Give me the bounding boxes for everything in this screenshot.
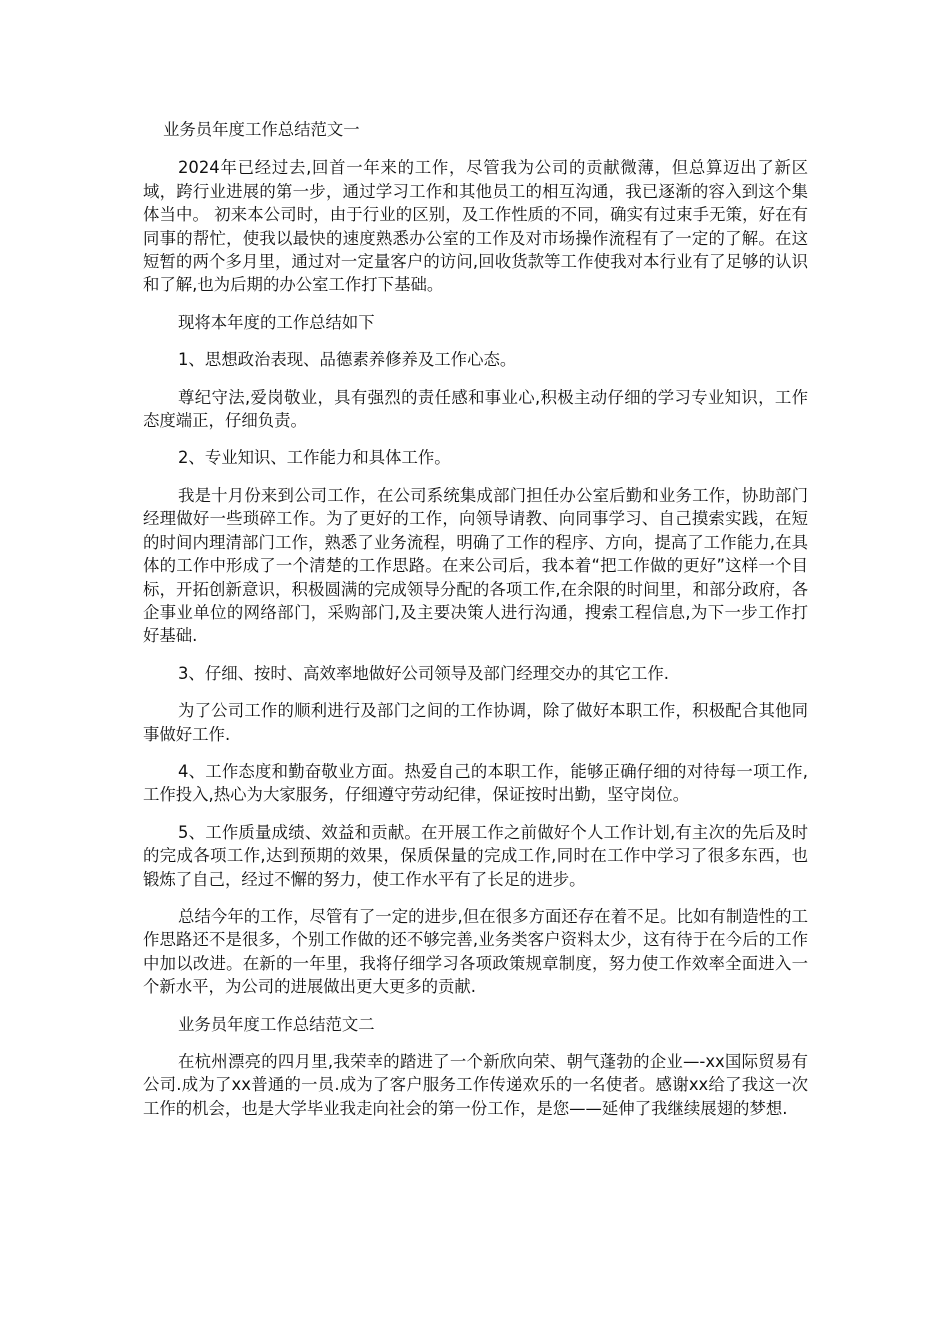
section-heading: 1、思想政治表现、品德素养修养及工作心态。 bbox=[178, 350, 517, 370]
paragraph: 为了公司工作的顺利进行及部门之间的工作协调，除了做好本职工作，积极配合其他同事做好工作. bbox=[143, 701, 808, 744]
paragraph: 现将本年度的工作总结如下 bbox=[178, 312, 375, 332]
paragraph: 2024年已经过去,回首一年来的工作，尽管我为公司的贡献微薄，但总算迈出了新区域，跨行业进展的第一步，通过学习工作和其他员工的相互沟通，我已逐渐的容入到这个集体当中。 初来本公司时，由于行业的区别，及工作性质的不同，确实有过束手无策，好在有同事的帮忙，使我以最快的速度熟悉办公室的工作及对市场操作流程有了一定的了解。在这短暂的两个多月里，通过对一定量客户的访问,回收货款等工作使我对本行业有了足够的认识和了解,也为后期的办公室工作打下基础。 bbox=[143, 158, 808, 295]
paragraph: 4、工作态度和勤奋敬业方面。热爱自己的本职工作，能够正确仔细的对待每一项工作,工作投入,热心为大家服务，仔细遵守劳动纪律，保证按时出勤，坚守岗位。 bbox=[143, 761, 808, 805]
document-page bbox=[143, 118, 808, 1134]
paragraph: 尊纪守法,爱岗敬业，具有强烈的责任感和事业心,积极主动仔细的学习专业知识，工作态度端正，仔细负责。 bbox=[143, 387, 808, 431]
section-heading: 3、仔细、按时、高效率地做好公司领导及部门经理交办的其它工作. bbox=[178, 663, 669, 683]
document-title: 业务员年度工作总结范文一 bbox=[163, 120, 360, 139]
paragraph: 我是十月份来到公司工作，在公司系统集成部门担任办公室后勤和业务工作，协助部门经理做好一些琐碎工作。为了更好的工作，向领导请教、向同事学习、自己摸索实践，在短的时间内理清部门工作，熟悉了业务流程，明确了工作的程序、方向，提高了工作能力,在具体的工作中形成了一个清楚的工作思路。在来公司后，我本着“把工作做的更好”这样一个目标，开拓创新意识，积极圆满的完成领导分配的各项工作,在余限的时间里，和部分政府，各企事业单位的网络部门，采购部门,及主要决策人进行沟通，搜索工程信息,为下一步工作打好基础. bbox=[143, 485, 808, 646]
paragraph: 总结今年的工作，尽管有了一定的进步,但在很多方面还存在着不足。比如有制造性的工作思路还不是很多，个别工作做的还不够完善,业务类客户资料太少，这有待于在今后的工作中加以改进。在新的一年里，我将仔细学习各项政策规章制度，努力使工作效率全面进入一个新水平，为公司的进展做出更大更多的贡献. bbox=[143, 906, 808, 997]
section-heading: 2、专业知识、工作能力和具体工作。 bbox=[178, 448, 451, 468]
document-subtitle: 业务员年度工作总结范文二 bbox=[178, 1014, 375, 1034]
paragraph: 在杭州漂亮的四月里,我荣幸的踏进了一个新欣向荣、朝气蓬勃的企业—-xx国际贸易有公司.成为了xx普通的一员.成为了客户服务工作传递欢乐的一名使者。感谢xx给了我这一次工作的机会，也是大学毕业我走向社会的第一份工作，是您——延伸了我继续展翅的梦想. bbox=[143, 1052, 808, 1118]
paragraph: 5、工作质量成绩、效益和贡献。在开展工作之前做好个人工作计划,有主次的先后及时的完成各项工作,达到预期的效果，保质保量的完成工作,同时在工作中学习了很多东西，也锻炼了自己，经过不懈的努力，使工作水平有了长足的进步。 bbox=[143, 822, 808, 889]
